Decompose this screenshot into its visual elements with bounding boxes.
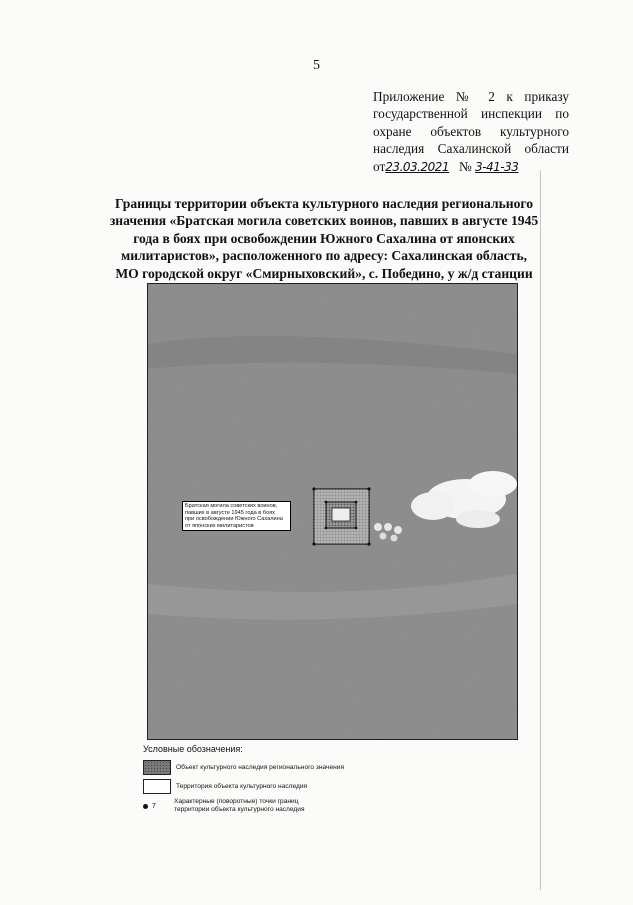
object-swatch (143, 760, 171, 775)
point-number: 7 (152, 802, 156, 810)
legend-points-text (174, 798, 305, 814)
point-dot-icon (143, 804, 148, 809)
legend-row-territory (143, 779, 344, 794)
appendix-line: государственной инспекции по (373, 106, 569, 122)
title-line: года в боях при освобождении Южного Сахалина от японских (133, 230, 515, 246)
label-line: от японских милитаристов (185, 522, 254, 529)
label-line: павших в августе 1945 года в боях (185, 509, 275, 516)
scan-crease (540, 170, 541, 890)
satellite-map (147, 283, 518, 740)
legend-row-points (143, 798, 344, 814)
legend-title: Условные обозначения: (143, 744, 243, 754)
from-label: от (373, 158, 386, 174)
title-line: МО городской округ «Смирныховский», с. Победино, у ж/д станции (115, 265, 533, 281)
legend-points-line: территории объекта культурного наследия (174, 806, 305, 813)
object-label (182, 501, 291, 531)
handwritten-date: 23.03.2021 (385, 159, 450, 174)
title-line: милитаристов», расположенного по адресу: Сахалинская область, (120, 248, 528, 264)
map-legend (143, 744, 344, 818)
memorial-plinth (332, 508, 350, 521)
appendix-line: охране объектов культурного (373, 123, 569, 139)
document-title (82, 195, 566, 282)
page-number: 5 (313, 58, 320, 73)
legend-row-object (143, 760, 344, 775)
handwritten-number: 3-41-33 (475, 159, 519, 174)
title-line: Границы территории объекта культурного наследия регионального (114, 196, 534, 211)
legend-territory-text: Территория объекта культурного наследия (176, 783, 308, 790)
label-line: Братская могила советских воинов, (185, 503, 278, 509)
title-line: значения «Братская могила советских воинов, павших в августе 1945 (109, 213, 539, 229)
number-label: № (459, 158, 472, 174)
appendix-line: наследия Сахалинской области (373, 141, 569, 157)
label-line: при освобождении Южного Сахалина (185, 516, 283, 523)
appendix-header (373, 88, 569, 176)
appendix-line: Приложение № 2 к приказу (373, 89, 569, 104)
territory-swatch (143, 779, 171, 794)
point-symbol (143, 803, 169, 810)
legend-points-line: Характерные (поворотные) точки границ (174, 798, 299, 805)
legend-object-text: Объект культурного наследия регионального значения (176, 764, 345, 771)
